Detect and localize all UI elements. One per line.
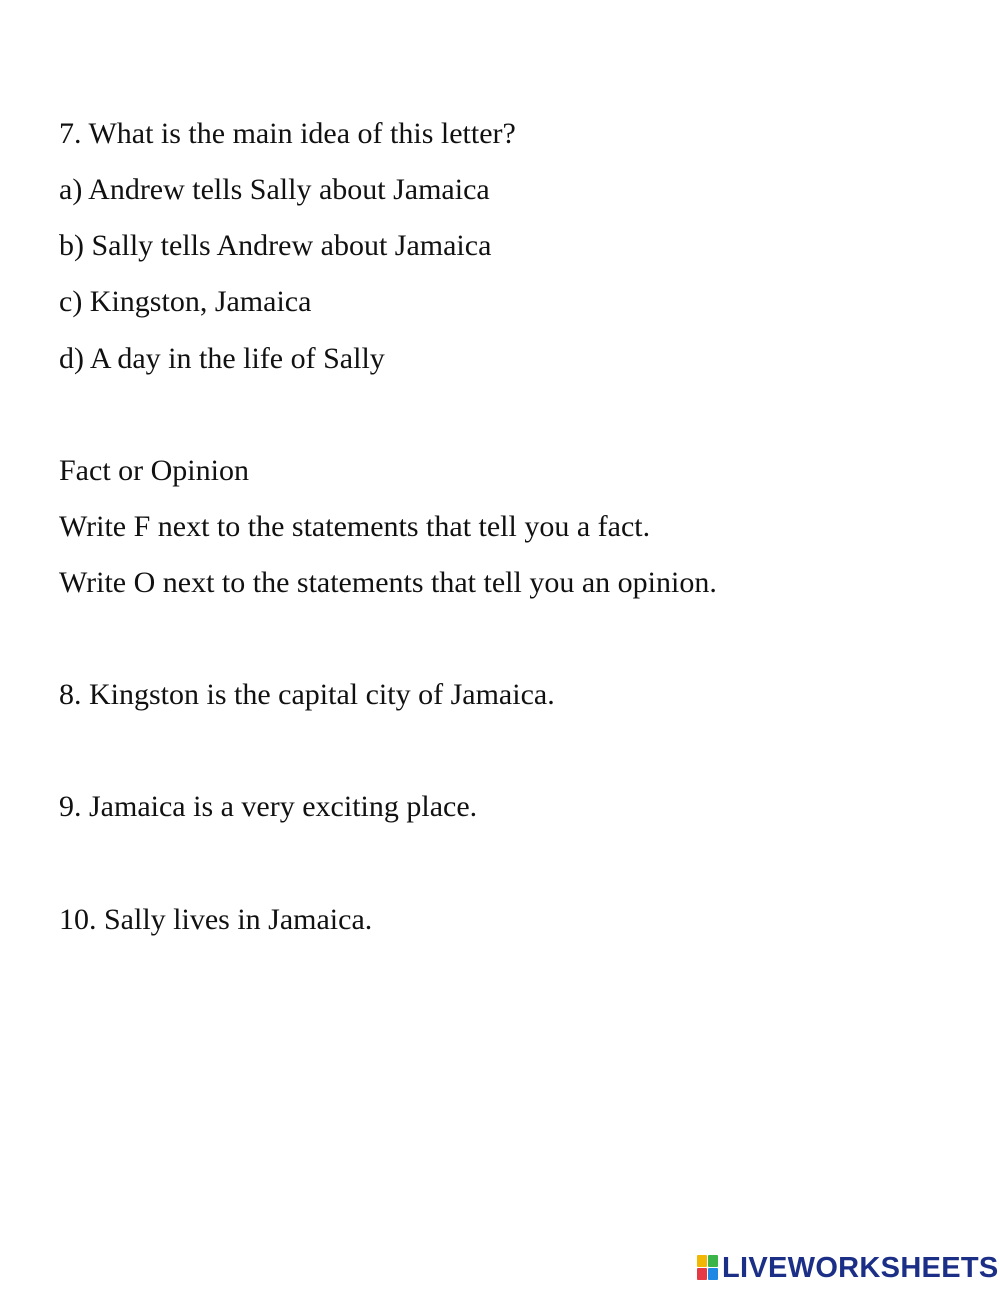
question-7-option-a: a) Andrew tells Sally about Jamaica xyxy=(59,173,490,206)
question-7-option-d: d) A day in the life of Sally xyxy=(59,342,385,375)
logo-tile-1 xyxy=(697,1255,707,1267)
statement-9: 9. Jamaica is a very exciting place. xyxy=(59,790,478,823)
liveworksheets-logo-icon xyxy=(697,1255,719,1281)
logo-tile-4 xyxy=(708,1268,718,1280)
statement-8: 8. Kingston is the capital city of Jamaica. xyxy=(59,678,555,711)
liveworksheets-logo-text: LIVEWORKSHEETS xyxy=(722,1252,999,1284)
statement-10: 10. Sally lives in Jamaica. xyxy=(59,903,373,936)
fact-or-opinion-heading: Fact or Opinion xyxy=(59,454,249,487)
liveworksheets-logo xyxy=(697,1253,999,1283)
opinion-instruction: Write O next to the statements that tell you an opinion. xyxy=(59,566,717,599)
logo-tile-2 xyxy=(708,1255,718,1267)
fact-instruction: Write F next to the statements that tell you a fact. xyxy=(59,510,651,543)
question-7-prompt: 7. What is the main idea of this letter? xyxy=(59,117,516,150)
logo-tile-3 xyxy=(697,1268,707,1280)
question-7-option-b: b) Sally tells Andrew about Jamaica xyxy=(59,229,492,262)
question-7-option-c: c) Kingston, Jamaica xyxy=(59,285,312,318)
